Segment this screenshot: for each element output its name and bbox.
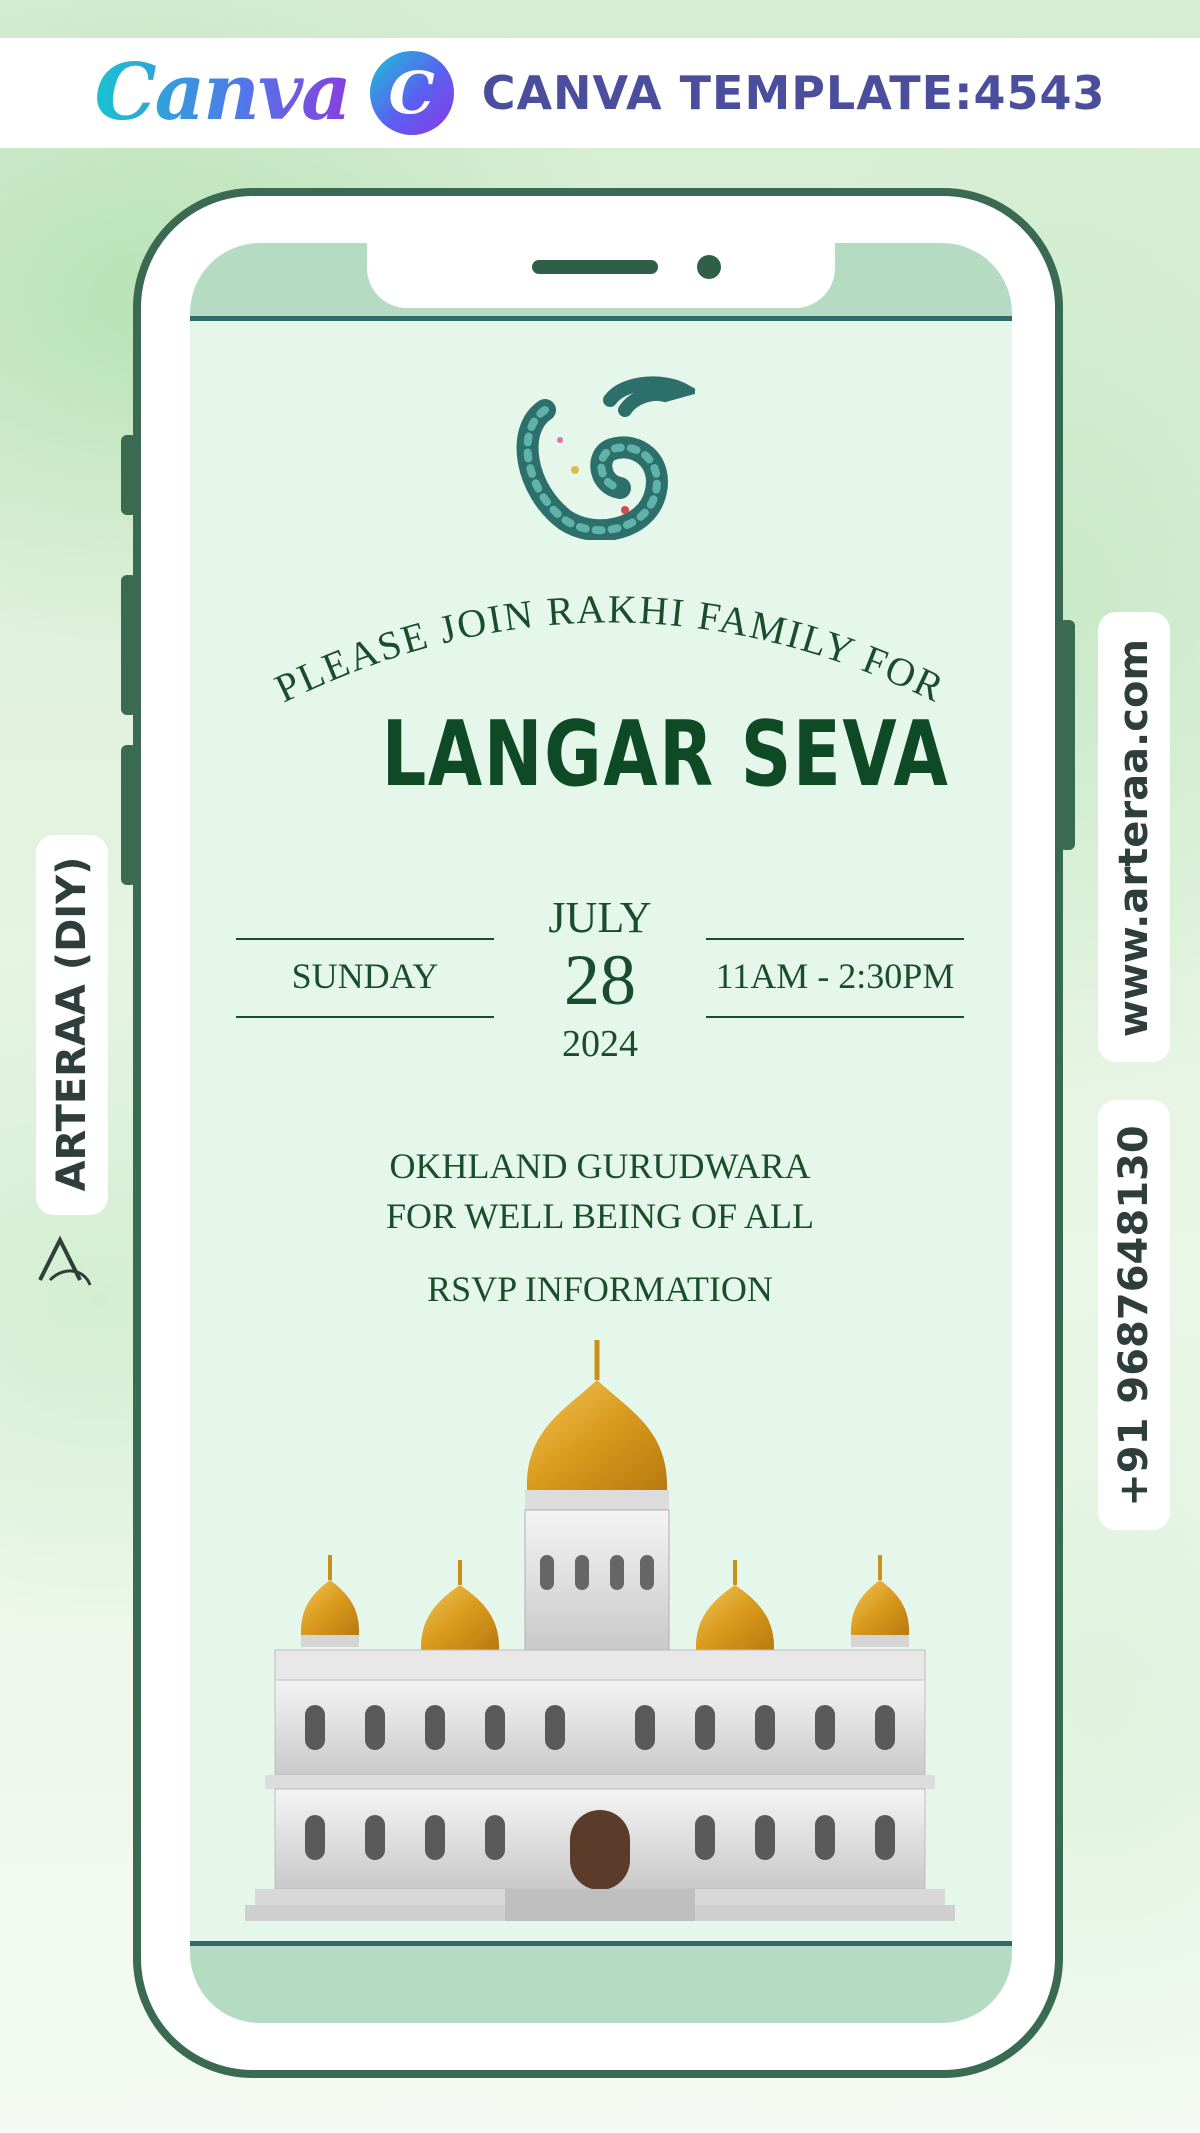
divider-line [236,938,494,940]
event-title: LANGAR SEVA [381,702,950,807]
website-label: www.arteraa.com [1111,638,1157,1038]
gurudwara-illustration [235,1340,965,1950]
purpose-text: FOR WELL BEING OF ALL [386,1196,814,1236]
event-year: 2024 [562,1023,638,1065]
left-brand-label: ARTERAA (DIY) [49,856,95,1192]
event-date: 28 [564,940,636,1020]
svg-text:PLEASE JOIN RAKHI FAMILY FOR [268,586,952,711]
phone-side-button [121,745,137,885]
canva-badge-icon: C [370,51,454,135]
phone-side-button [1059,620,1075,850]
phone-side-button [121,435,137,515]
event-day: SUNDAY [291,956,439,996]
top-banner [0,38,1200,148]
canva-logo: Canva [94,47,350,138]
venue-text: OKHLAND GURUDWARA [389,1146,811,1186]
template-label: CANVA TEMPLATE:4543 [481,66,1106,120]
event-month: JULY [548,893,652,942]
phone-side-button [121,575,137,715]
divider-line [706,1016,964,1018]
arteraa-logo-icon [30,1230,100,1290]
rsvp-text: RSVP INFORMATION [427,1269,773,1309]
camera-icon [697,255,721,279]
ik-onkar-icon [505,370,695,540]
intro-text: PLEASE JOIN RAKHI FAMILY FOR [267,586,953,712]
phone-notch [367,243,835,308]
phone-number-label: +91 9687648130 [1111,1125,1157,1507]
divider-line [706,938,964,940]
event-time: 11AM - 2:30PM [715,956,955,996]
speaker-icon [532,260,658,274]
divider-line [236,1016,494,1018]
